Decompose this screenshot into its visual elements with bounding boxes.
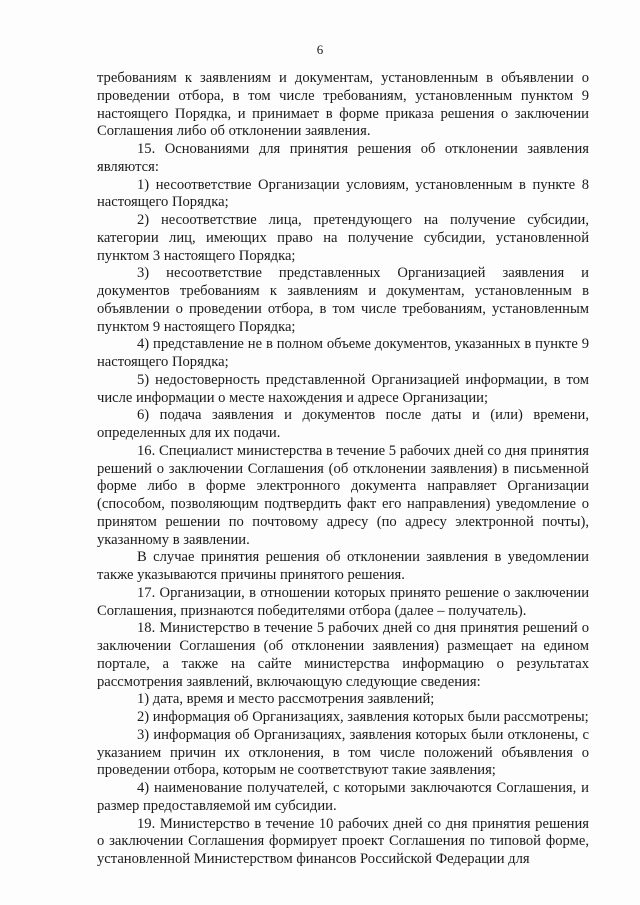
paragraph-19-agreement: 19. Министерство в течение 10 рабочих дней со дня принятия решения о заключении Соглашения формирует проект Соглашения по типовой форме, установленной Министерством финансов Российской Федерации для bbox=[97, 815, 589, 867]
list-item-5: 5) недостоверность представленной Организацией информации, в том числе информации о месте нахождения и адресе Организации; bbox=[97, 371, 589, 406]
paragraph-rejection-reasons: В случае принятия решения об отклонении заявления в уведомлении также указываются причины принятого решения. bbox=[97, 549, 589, 583]
paragraph-continuation: требованиям к заявлениям и документам, установленным в объявлении о проведении отбора, в том числе требованиям, установленным пунктом 9 настоящего Порядка, и принимает в форме приказа решения о заключении Соглашения либо об отклонении заявления. bbox=[97, 70, 589, 140]
info-item-4: 4) наименование получателей, с которыми заключаются Соглашения, и размер предоставляемой им субсидии. bbox=[97, 780, 589, 814]
paragraph-15-grounds: 15. Основаниями для принятия решения об отклонении заявления являются: bbox=[97, 141, 589, 175]
document-body bbox=[97, 70, 589, 869]
paragraph-16-notification: 16. Специалист министерства в течение 5 рабочих дней со дня принятия решений о заключении Соглашения (об отклонении заявления) в письменной форме либо в форме электронного документа направляет Организации (способом, позволяющим подтвердить факт его направления) уведомление о принятом решении по почтовому адресу (по адресу электронной почты), указанному в заявлении. bbox=[97, 442, 589, 548]
info-item-3: 3) информация об Организациях, заявления которых были отклонены, с указанием причин их отклонения, в том числе положений объявления о проведении отбора, которым не соответствуют такие заявления; bbox=[97, 726, 589, 779]
list-item-3: 3) несоответствие представленных Организацией заявления и документов требованиям к заявлениям и документам, установленным в объявлении о проведении отбора, в том числе требованиям, установленным пунктом 9 настоящего Порядка; bbox=[97, 265, 589, 335]
list-item-1: 1) несоответствие Организации условиям, установленным в пункте 8 настоящего Порядка; bbox=[97, 176, 589, 211]
paragraph-18-publication: 18. Министерство в течение 5 рабочих дней со дня принятия решений о заключении Соглашения (об отклонении заявления) размещает на едином портале, а также на сайте министерства информацию о результатах рассмотрения заявлений, включающую следующие сведения: bbox=[97, 620, 589, 690]
paragraph-17-winners: 17. Организации, в отношении которых принято решение о заключении Соглашения, признаются победителями отбора (далее – получатель). bbox=[97, 584, 589, 619]
list-item-6: 6) подача заявления и документов после даты и (или) времени, определенных для их подачи. bbox=[97, 407, 589, 441]
info-item-1: 1) дата, время и место рассмотрения заявлений; bbox=[137, 691, 435, 708]
page-number: 6 bbox=[316, 42, 324, 57]
list-item-2: 2) несоответствие лица, претендующего на получение субсидии, категории лиц, имеющих право на получение субсидии, установленной пунктом 3 настоящего Порядка; bbox=[97, 212, 589, 264]
list-item-4: 4) представление не в полном объеме документов, указанных в пункте 9 настоящего Порядка; bbox=[97, 336, 589, 370]
info-item-2: 2) информация об Организациях, заявления которых были рассмотрены; bbox=[137, 709, 589, 725]
